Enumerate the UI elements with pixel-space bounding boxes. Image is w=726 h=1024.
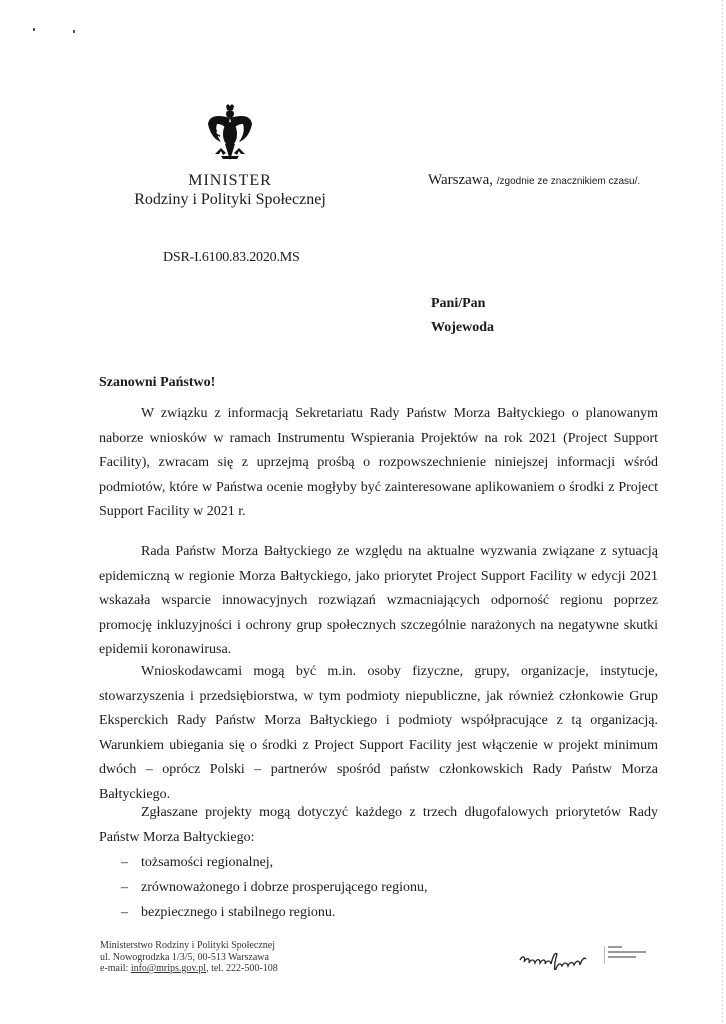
email-label: e-mail:	[100, 963, 131, 974]
place-and-date	[428, 172, 640, 189]
email-link[interactable]: info@mrips.gov.pl	[130, 963, 207, 974]
list-item	[121, 875, 428, 900]
handwritten-signature-icon	[518, 944, 608, 970]
dash-marker: –	[121, 905, 128, 920]
list-item	[121, 900, 428, 925]
paragraph-text: Zgłaszane projekty mogą dotyczyć każdego z trzech długofalowych priorytetów Rady Państw Morza Bałtyckiego:	[99, 805, 658, 845]
polish-eagle-emblem-icon	[207, 104, 253, 162]
phone: , tel. 222-500-108	[206, 963, 278, 974]
paragraph	[99, 660, 658, 807]
paragraph-text: Wnioskodawcami mogą być m.in. osoby fizyczne, grupy, organizacje, instytucje, stowarzyszenia i przedsiębiorstwa, w tym podmioty niepubliczne, jak również członkowie Grup Eksperckich Rady Państw Morza Bałtyckiego i podmioty współpracujące z tą organizacją. Warunkiem ubiegania się o środki z Project Support Facility jest włączenie w projekt minimum dwóch – oprócz Polski – partnerów spośród państw członkowskich Rady Państw Morza Bałtyckiego.	[99, 664, 658, 802]
list-item-text: zrównoważonego i dobrze prosperującego regionu,	[141, 880, 428, 895]
paragraph-text: W związku z informacją Sekretariatu Rady Państw Morza Bałtyckiego o planowanym naborze wniosków w ramach Instrumentu Wspierania Projektów na rok 2021 (Project Support Facility), zwracam się z uprzejmą prośbą o rozpowszechnienie niniejszej informacji wśród podmiotów, które w Państwa ocenie mogłyby być zainteresowane aplikowaniem o środki z Project Support Facility w 2021 r.	[99, 406, 658, 519]
dash-marker: –	[121, 880, 128, 895]
scan-edge-line	[722, 0, 723, 1024]
ministry-name: Rodziny i Polityki Społecznej	[134, 191, 326, 208]
signature-logo-icon	[608, 946, 648, 966]
footer-contact	[100, 963, 278, 975]
date-note: /zgodnie ze znacznikiem czasu/.	[496, 176, 641, 187]
greeting: Szanowni Państwo!	[99, 375, 216, 390]
scan-artifact	[73, 30, 75, 33]
dash-marker: –	[121, 855, 128, 870]
reference-number: DSR-I.6100.83.2020.MS	[163, 250, 300, 265]
paragraph-text: Rada Państw Morza Bałtyckiego ze względu na aktualne wyzwania związane z sytuacją epidemiczną w regionie Morza Bałtyckiego, jako priorytet Project Support Facility w edycji 2021 wskazała wsparcie innowacyjnych rozwiązań wzmacniających odporność regionu poprzez promocję inkluzyjności i ochrony grup społecznych szczególnie narażonych na negatywne skutki epidemii koronawirusa.	[99, 544, 658, 657]
footer-ministry: Ministerstwo Rodziny i Polityki Społecznej	[100, 940, 275, 951]
minister-title: MINISTER	[188, 172, 272, 189]
list-item	[121, 850, 428, 875]
place: Warszawa,	[428, 172, 494, 188]
paragraph	[99, 402, 658, 525]
list-item-text: tożsamości regionalnej,	[141, 855, 274, 870]
addressee-line-2: Wojewoda	[431, 320, 494, 335]
addressee-line-1: Pani/Pan	[431, 296, 486, 311]
paragraph	[99, 540, 658, 663]
paragraph	[99, 801, 658, 850]
scan-artifact	[33, 28, 35, 31]
footer-address	[100, 940, 278, 975]
footer-street: ul. Nowogrodzka 1/3/5, 00-513 Warszawa	[100, 951, 269, 963]
priorities-list	[121, 850, 428, 925]
list-item-text: bezpiecznego i stabilnego regionu.	[141, 905, 336, 920]
